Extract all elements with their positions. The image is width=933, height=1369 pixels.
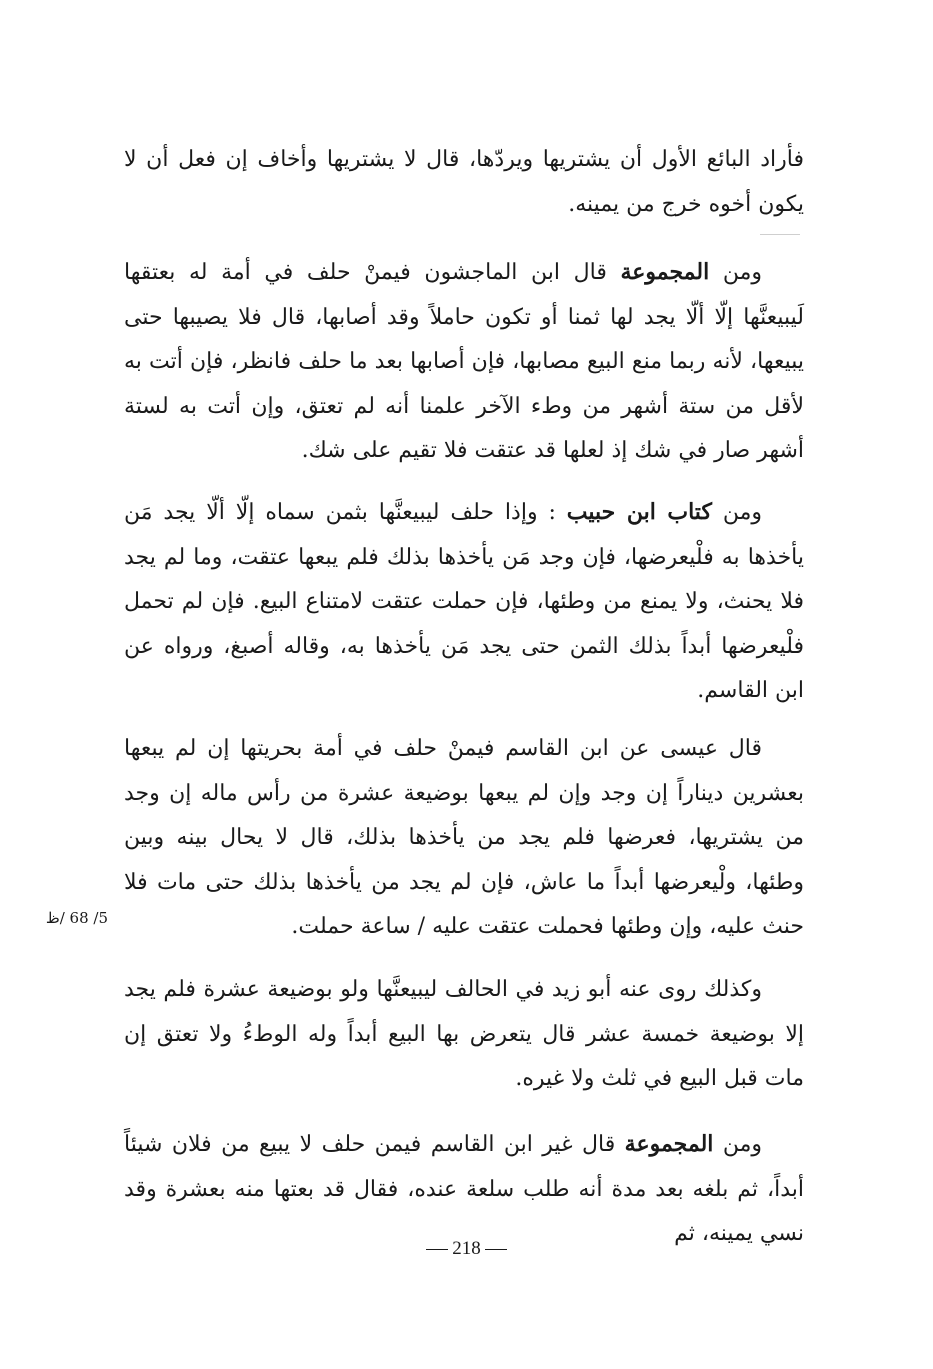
page-number <box>0 1238 933 1260</box>
paragraph-1 <box>124 138 804 227</box>
paragraph-lead: ومن <box>713 1132 762 1157</box>
paragraph-text: : وإذا حلف ليبيعنَّها بثمن سماه إلّا ألّا يجد مَن يأخذها به فلْيعرضها، فإن وجد مَن يأخذها بذلك فلم يبعها عتقت، وما لم يجد فلا يحنث، ولا يمنع من وطئها، فإن حملت عتقت لامتناع البيع. فإن لم تحمل فلْيعرضها أبداً بذلك الثمن حتى يجد مَن يأخذها به، وقاله أصبغ، ورواه عن ابن القاسم. <box>124 500 804 703</box>
paragraph-2 <box>124 250 804 474</box>
page-number-value: 218 <box>452 1238 481 1259</box>
scan-artifact-line <box>760 234 800 235</box>
paragraph-text: قال غير ابن القاسم فيمن حلف لا يبيع من فلان شيئاً أبداً، ثم بلغه بعد مدة أنه طلب سلعة عنده، فقال قد بعتها منه بعشرة وقد نسي يمينه، ثم <box>124 1132 804 1246</box>
paragraph-5 <box>124 968 804 1102</box>
page-number-dash-left <box>426 1249 448 1250</box>
paragraph-text: قال ابن الماجشون فيمنْ حلف في أمة له بعتقها لَيبيعنَّها إلّا ألّا يجد لها ثمنا أو تكون حاملاً وقد أصابها، قال فلا يصيبها حتى يبيعها، لأنه ربما منع البيع مصابها، فإن أصابها بعد ما حلف فانظر، فإن أتت به لأقل من ستة أشهر من وطء الآخر علمنا أنه لم تعتق، وإن أتت به لستة أشهر صار في شك إذ لعلها قد عتقت فلا تقيم على شك. <box>124 260 804 463</box>
paragraph-6 <box>124 1122 804 1257</box>
source-title: المجموعة <box>620 259 710 285</box>
paragraph-lead: ومن <box>709 260 762 285</box>
paragraph-text: وكذلك روى عنه أبو زيد في الحالف ليبيعنَّها ولو بوضيعة عشرة فلم يجد إلا بوضيعة خمسة عشر قال يتعرض بها البيع أبداً وله الوطءُ ولا تعتق إن مات قبل البيع في ثلث ولا غيره. <box>124 977 804 1091</box>
paragraph-lead: ومن <box>711 500 762 525</box>
source-title: المجموعة <box>624 1131 714 1157</box>
page-number-dash-right <box>485 1249 507 1250</box>
paragraph-3 <box>124 490 804 714</box>
paragraph-4 <box>124 727 804 950</box>
paragraph-text: قال عيسى عن ابن القاسم فيمنْ حلف في أمة بحريتها إن لم يبعها بعشرين ديناراً إن وجد وإن لم يبعها بوضيعة عشرة من رأس ماله إن وجد من يشتريها، فعرضها فلم يجد من يأخذها بذلك، قال لا يحال بينه وبين وطئها، ولْيعرضها أبداً ما عاش، فإن لم يجد من يأخذها بذلك حتى مات فلا حنث عليه، وإن وطئها فحملت عتقت عليه / ساعة حملت. <box>124 736 804 939</box>
paragraph-text: فأراد البائع الأول أن يشتريها ويردّها، قال لا يشتريها وأخاف إن فعل أن لا يكون أخوه خرج من يمينه. <box>124 147 804 217</box>
source-title: كتاب ابن حبيب <box>566 499 712 525</box>
manuscript-folio-note: 5/ 68 /ظ <box>45 909 108 927</box>
